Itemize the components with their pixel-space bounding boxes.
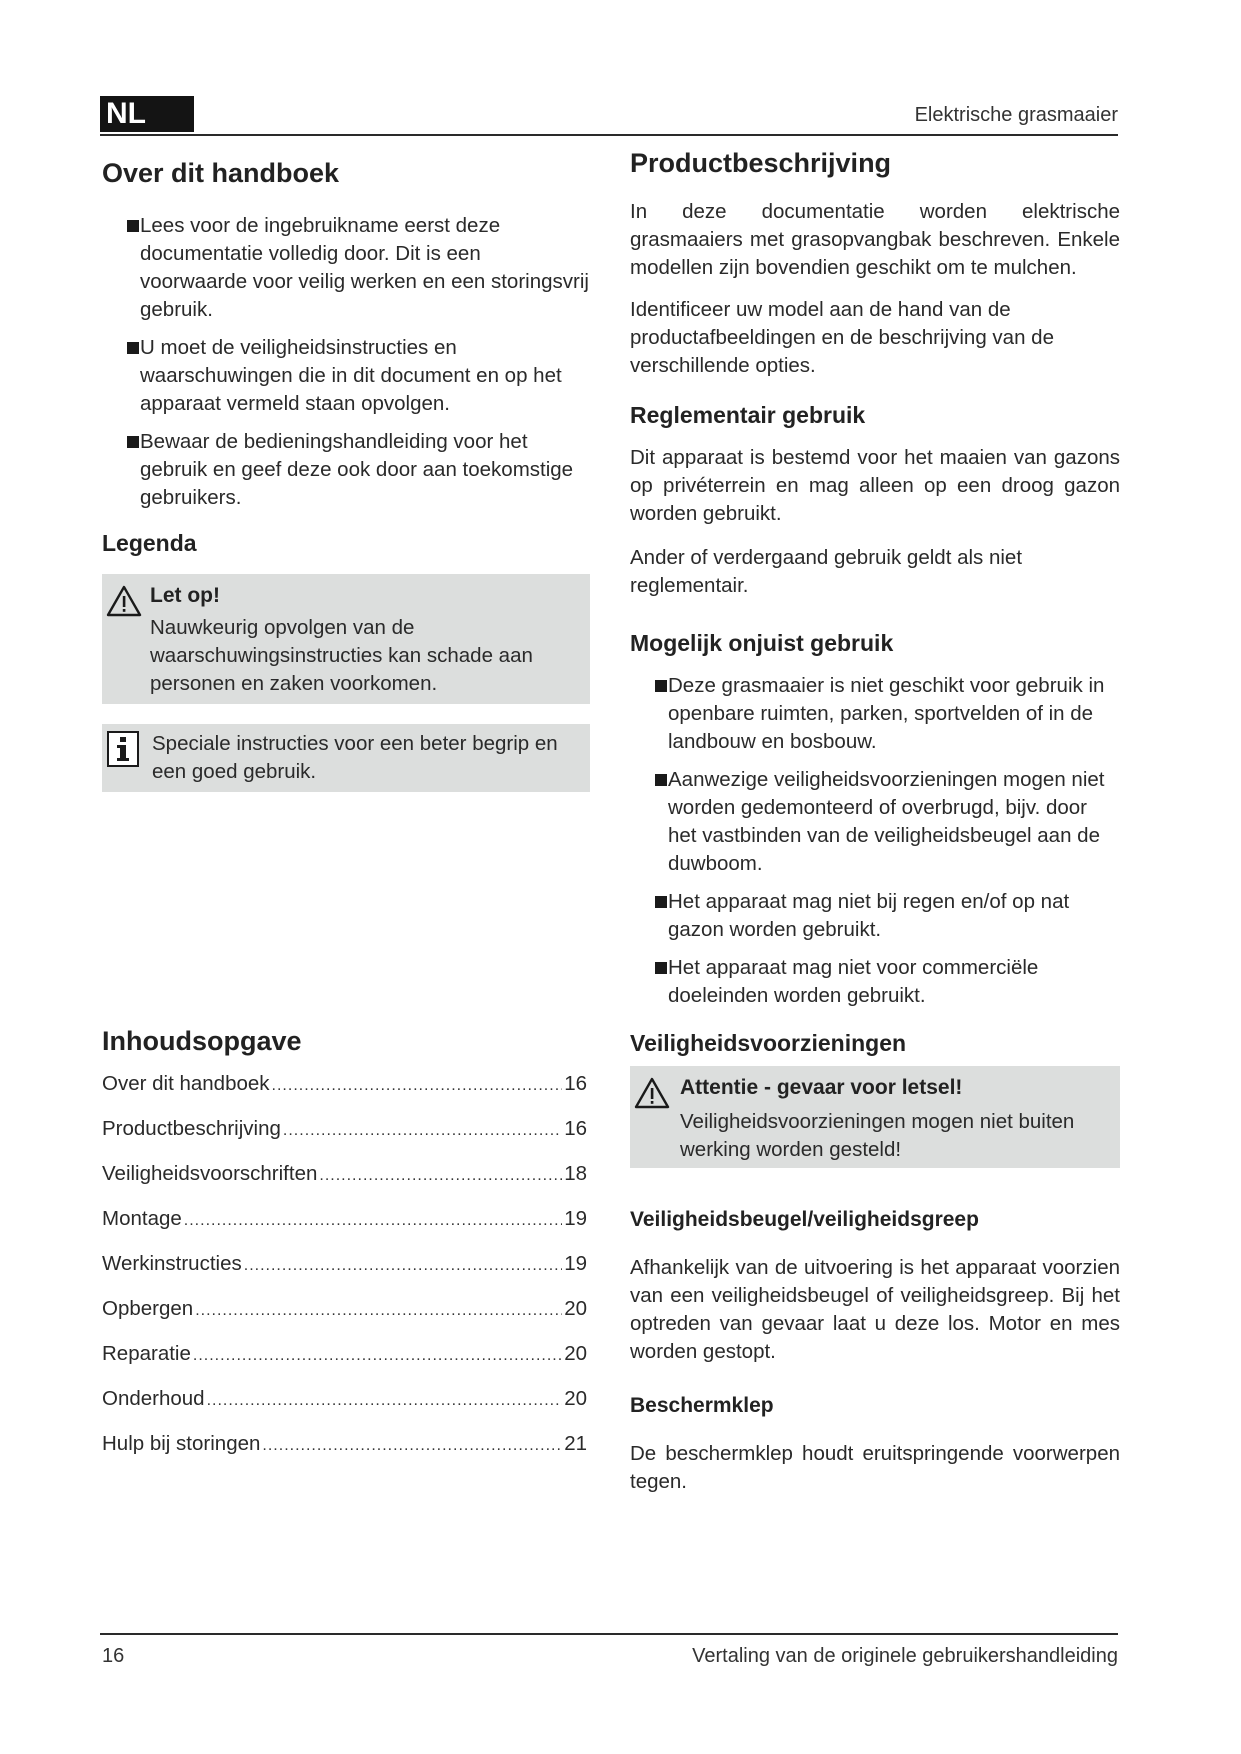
warning-triangle-icon xyxy=(106,584,142,618)
info-notice xyxy=(102,724,590,792)
list-item: Het apparaat mag niet bij regen en/of op nat gazon worden gebruikt. xyxy=(630,888,1120,944)
about-list xyxy=(102,212,590,512)
warning-triangle-icon xyxy=(634,1076,670,1110)
right-column xyxy=(630,146,1120,1496)
toc-heading: Inhoudsopgave xyxy=(102,1026,302,1056)
flap-paragraph: De beschermklep houdt eruitspringende voorwerpen tegen. xyxy=(630,1442,1120,1493)
info-icon xyxy=(106,730,140,768)
list-item: Bewaar de bedieningshandleiding voor het gebruik en geef deze ook door aan toekomstige gebruikers. xyxy=(102,428,590,512)
bracket-paragraph: Afhankelijk van de uitvoering is het apparaat voorzien van een veiligheidsbeugel of veiligheidsgreep. Bij het optreden van gevaar laat u deze los. Motor en mes worden gestopt. xyxy=(630,1256,1120,1363)
legend-heading: Legenda xyxy=(102,530,197,556)
warning-body: Nauwkeurig opvolgen van de waarschuwingsinstructies kan schade aan personen en zaken voorkomen. xyxy=(150,616,533,695)
bracket-heading: Veiligheidsbeugel/veiligheidsgreep xyxy=(630,1208,979,1231)
misuse-list xyxy=(630,672,1120,1010)
safety-warning-body: Veiligheidsvoorzieningen mogen niet buiten werking worden gesteld! xyxy=(680,1110,1075,1161)
toc-entry[interactable]: Montage ..... 19 xyxy=(102,1205,587,1250)
use-paragraph: Dit apparaat is bestemd voor het maaien van gazons op privéterrein en mag alleen op een droog gazon worden gebruikt. xyxy=(630,446,1120,525)
bullet-square-icon xyxy=(655,774,667,786)
safety-warning-title: Attentie - gevaar voor letsel! xyxy=(680,1076,963,1099)
use-heading: Reglementair gebruik xyxy=(630,402,866,428)
list-item: Deze grasmaaier is niet geschikt voor gebruik in openbare ruimten, parken, sportvelden of in de landbouw en bosbouw. xyxy=(630,672,1120,756)
toc-entry[interactable]: Veiligheidsvoorschriften ..... 18 xyxy=(102,1160,587,1205)
bullet-square-icon xyxy=(127,436,139,448)
list-item: Aanwezige veiligheidsvoorzieningen mogen niet worden gedemonteerd of overbrugd, bijv. door het vastbinden van de veiligheidsbeugel aan de duwboom. xyxy=(630,766,1120,878)
toc-entry[interactable]: Over dit handboek ..... 16 xyxy=(102,1070,587,1115)
toc-entry[interactable]: Onderhoud ..... 20 xyxy=(102,1385,587,1430)
warning-notice xyxy=(102,574,590,704)
safety-warning-notice xyxy=(630,1066,1120,1168)
left-column xyxy=(102,150,590,1475)
info-body: Speciale instructies voor een beter begrip en een goed gebruik. xyxy=(152,732,558,783)
safety-heading: Veiligheidsvoorzieningen xyxy=(630,1030,907,1056)
list-item: Lees voor de ingebruikname eerst deze documentatie volledig door. Dit is een voorwaarde voor veilig werken en een storingsvrij gebruik. xyxy=(102,212,590,324)
toc-entry[interactable]: Reparatie ..... 20 xyxy=(102,1340,587,1385)
product-paragraph: In deze documentatie worden elektrische grasmaaiers met grasopvangbak beschreven. Enkele modellen zijn bovendien geschikt om te mulchen. xyxy=(630,200,1120,279)
bullet-square-icon xyxy=(127,342,139,354)
bullet-square-icon xyxy=(127,220,139,232)
list-item: U moet de veiligheidsinstructies en waarschuwingen die in dit document en op het apparaat vermeld staan opvolgen. xyxy=(102,334,590,418)
page-number: 16 xyxy=(102,1645,125,1667)
toc-entry[interactable]: Hulp bij storingen ..... 21 xyxy=(102,1430,587,1475)
toc-entry[interactable]: Opbergen ..... 20 xyxy=(102,1295,587,1340)
footer-note: Vertaling van de originele gebruikershandleiding xyxy=(692,1645,1118,1667)
toc-entry[interactable]: Werkinstructies ..... 19 xyxy=(102,1250,587,1295)
about-heading: Over dit handboek xyxy=(102,158,340,188)
table-of-contents xyxy=(102,1070,587,1475)
bullet-square-icon xyxy=(655,962,667,974)
product-heading: Productbeschrijving xyxy=(630,148,892,178)
toc-entry[interactable]: Productbeschrijving ..... 16 xyxy=(102,1115,587,1160)
flap-heading: Beschermklep xyxy=(630,1394,774,1417)
page-header xyxy=(100,96,1118,136)
list-item: Het apparaat mag niet voor commerciële doeleinden worden gebruikt. xyxy=(630,954,1120,1010)
page-footer xyxy=(100,1633,1118,1675)
use-paragraph: Ander of verdergaand gebruik geldt als niet reglementair. xyxy=(630,546,1023,597)
document-title: Elektrische grasmaaier xyxy=(914,104,1118,126)
misuse-heading: Mogelijk onjuist gebruik xyxy=(630,630,894,656)
product-paragraph: Identificeer uw model aan de hand van de productafbeeldingen en de beschrijving van de verschillende opties. xyxy=(630,298,1054,377)
warning-title: Let op! xyxy=(150,584,220,607)
language-badge: NL xyxy=(100,96,194,132)
bullet-square-icon xyxy=(655,680,667,692)
bullet-square-icon xyxy=(655,896,667,908)
